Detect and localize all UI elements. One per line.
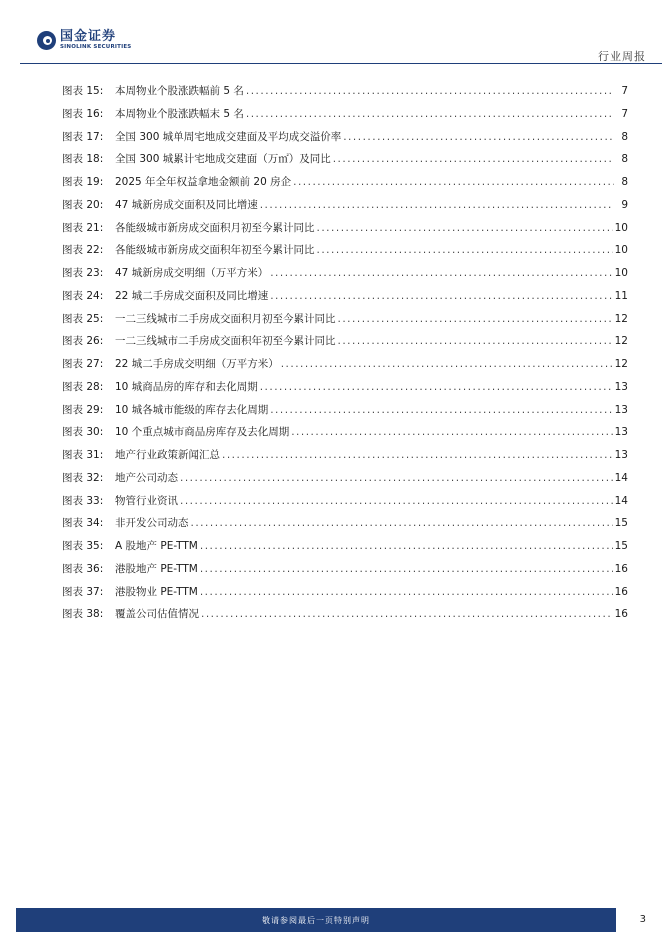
toc-entry-number: 图表 25: [62, 312, 104, 325]
toc-entry[interactable] [62, 561, 628, 584]
toc-entry-title: 本周物业个股涨跌幅末 5 名 [115, 107, 244, 120]
toc-leader-dots [246, 85, 614, 97]
toc-entry-page: 7 [621, 85, 628, 97]
toc-entry[interactable] [62, 220, 628, 243]
toc-entry-title: 全国 300 城累计宅地成交建面（万㎡）及同比 [115, 153, 331, 166]
toc-leader-dots [270, 290, 612, 302]
toc-leader-dots [333, 153, 614, 165]
toc-entry-title: 10 城各城市能级的库存去化周期 [115, 403, 269, 416]
toc-entry[interactable] [62, 288, 628, 311]
toc-leader-dots [200, 563, 613, 575]
toc-leader-dots [317, 222, 613, 234]
toc-entry-title: 各能级城市新房成交面积年初至今累计同比 [115, 244, 315, 257]
toc-entry-number: 图表 30: [62, 426, 104, 439]
toc-entry-number: 图表 15: [62, 85, 104, 97]
toc-entry-page: 16 [614, 562, 628, 575]
toc-entry[interactable] [62, 424, 628, 447]
toc-entry-page: 12 [614, 358, 628, 370]
toc-entry[interactable] [62, 606, 628, 629]
toc-entry[interactable] [62, 333, 628, 356]
toc-entry-title: 物管行业资讯 [115, 494, 178, 507]
toc-leader-dots [260, 199, 614, 211]
toc-entry[interactable] [62, 129, 628, 152]
toc-leader-dots [281, 358, 613, 370]
toc-entry-number: 图表 23: [62, 267, 104, 279]
toc-leader-dots [317, 244, 613, 256]
toc-entry[interactable] [62, 106, 628, 129]
logo-name-en: SINOLINK SECURITIES [60, 43, 132, 50]
toc-entry-title: 47 城新房成交明细（万平方米） [115, 267, 269, 279]
logo-text [60, 30, 131, 51]
footer-disclaimer: 敬请参阅最后一页特别声明 [262, 915, 370, 925]
toc-entry-number: 图表 35: [62, 540, 104, 552]
toc-entry-number: 图表 24: [62, 289, 104, 302]
toc-entry-title: 22 城二手房成交面积及同比增速 [115, 289, 269, 302]
toc-entry[interactable] [62, 379, 628, 402]
toc-entry-page: 15 [614, 517, 628, 530]
toc-entry-page: 8 [621, 176, 628, 188]
toc-entry[interactable] [62, 356, 628, 379]
toc-leader-dots [270, 267, 612, 279]
toc-entry[interactable] [62, 447, 628, 470]
toc-entry-title: A 股地产 PE-TTM [115, 540, 198, 552]
toc-entry-page: 12 [614, 335, 628, 348]
toc-entry-number: 图表 33: [62, 494, 104, 507]
toc-entry-title: 港股物业 PE-TTM [115, 585, 198, 598]
toc-entry-number: 图表 21: [62, 221, 104, 234]
report-type: 行业周报 [598, 50, 646, 63]
toc-entry-title: 港股地产 PE-TTM [115, 562, 198, 575]
page-number: 3 [639, 914, 646, 925]
toc-entry[interactable] [62, 584, 628, 607]
toc-entry-page: 13 [614, 403, 628, 416]
toc-entry[interactable] [62, 402, 628, 425]
toc-entry-page: 8 [621, 153, 628, 166]
toc-entry[interactable] [62, 242, 628, 265]
toc-leader-dots [180, 472, 613, 484]
toc-leader-dots [338, 335, 613, 347]
toc-entry-number: 图表 32: [62, 471, 104, 484]
toc-entry-number: 图表 26: [62, 335, 104, 348]
toc-entry-title: 10 个重点城市商品房库存及去化周期 [115, 426, 290, 439]
company-logo [37, 30, 131, 50]
toc-entry[interactable] [62, 515, 628, 538]
toc-entry-page: 10 [614, 221, 628, 234]
toc-entry[interactable] [62, 311, 628, 334]
toc-entry-number: 图表 29: [62, 403, 104, 416]
toc-entry-title: 非开发公司动态 [115, 517, 189, 530]
toc-entry-number: 图表 27: [62, 358, 104, 370]
toc-entry-number: 图表 38: [62, 608, 104, 621]
toc-entry-title: 全国 300 城单周宅地成交建面及平均成交溢价率 [115, 130, 342, 143]
logo-emblem-icon [37, 31, 56, 50]
toc-entry[interactable] [62, 151, 628, 174]
toc-entry-number: 图表 31: [62, 449, 104, 461]
toc-entry-number: 图表 22: [62, 244, 104, 257]
toc-entry-title: 一二三线城市二手房成交面积年初至今累计同比 [115, 335, 336, 348]
toc-entry-page: 10 [614, 244, 628, 257]
toc-entry-page: 15 [614, 540, 628, 552]
toc-entry[interactable] [62, 83, 628, 106]
toc-entry[interactable] [62, 197, 628, 220]
toc-entry[interactable] [62, 538, 628, 561]
toc-leader-dots [222, 449, 613, 461]
toc-entry-number: 图表 19: [62, 176, 104, 188]
toc-entry-page: 13 [614, 449, 628, 461]
toc-entry-page: 13 [614, 380, 628, 393]
toc-leader-dots [201, 608, 613, 620]
toc-entry-title: 本周物业个股涨跌幅前 5 名 [115, 85, 244, 97]
toc-entry-title: 10 城商品房的库存和去化周期 [115, 380, 258, 393]
toc-leader-dots [338, 313, 613, 325]
toc-entry-number: 图表 36: [62, 562, 104, 575]
toc-entry-page: 12 [614, 312, 628, 325]
toc-entry-page: 14 [614, 494, 628, 507]
toc-entry-number: 图表 37: [62, 585, 104, 598]
toc-entry-title: 22 城二手房成交明细（万平方米） [115, 358, 279, 370]
header-divider [20, 63, 662, 64]
toc-leader-dots [246, 108, 614, 120]
toc-entry-title: 47 城新房成交面积及同比增速 [115, 198, 258, 211]
toc-entry-number: 图表 34: [62, 517, 104, 530]
toc-entry-page: 16 [614, 608, 628, 621]
toc-entry-title: 2025 年全年权益拿地金额前 20 房企 [115, 176, 292, 188]
logo-name-cn: 国金证券 [60, 28, 117, 44]
toc-entry-page: 16 [614, 585, 628, 598]
toc-entry[interactable] [62, 265, 628, 288]
toc-entry-page: 11 [614, 289, 628, 302]
toc-entry-page: 10 [614, 267, 628, 279]
toc-entry-title: 各能级城市新房成交面积月初至今累计同比 [115, 221, 315, 234]
toc-entry[interactable] [62, 470, 628, 493]
toc-entry-number: 图表 17: [62, 130, 104, 143]
toc-entry-title: 一二三线城市二手房成交面积月初至今累计同比 [115, 312, 336, 325]
toc-leader-dots [291, 426, 612, 438]
toc-entry-number: 图表 20: [62, 198, 104, 211]
footer-bar [16, 908, 616, 932]
toc-leader-dots [343, 131, 614, 143]
toc-entry-page: 13 [614, 426, 628, 439]
toc-leader-dots [191, 517, 613, 529]
toc-entry-page: 9 [621, 198, 628, 211]
toc-leader-dots [260, 381, 613, 393]
toc-entry-page: 14 [614, 471, 628, 484]
toc-leader-dots [180, 495, 613, 507]
figure-list [62, 83, 628, 629]
toc-entry[interactable] [62, 174, 628, 197]
toc-entry-title: 地产公司动态 [115, 471, 178, 484]
toc-entry-page: 8 [621, 130, 628, 143]
toc-entry-number: 图表 18: [62, 153, 104, 166]
toc-entry[interactable] [62, 493, 628, 516]
toc-entry-number: 图表 16: [62, 107, 104, 120]
toc-leader-dots [200, 586, 613, 598]
toc-leader-dots [270, 404, 612, 416]
toc-leader-dots [293, 176, 614, 188]
toc-entry-title: 覆盖公司估值情况 [115, 608, 199, 621]
toc-leader-dots [200, 540, 613, 552]
toc-entry-page: 7 [621, 107, 628, 120]
toc-entry-title: 地产行业政策新闻汇总 [115, 449, 220, 461]
toc-entry-number: 图表 28: [62, 380, 104, 393]
